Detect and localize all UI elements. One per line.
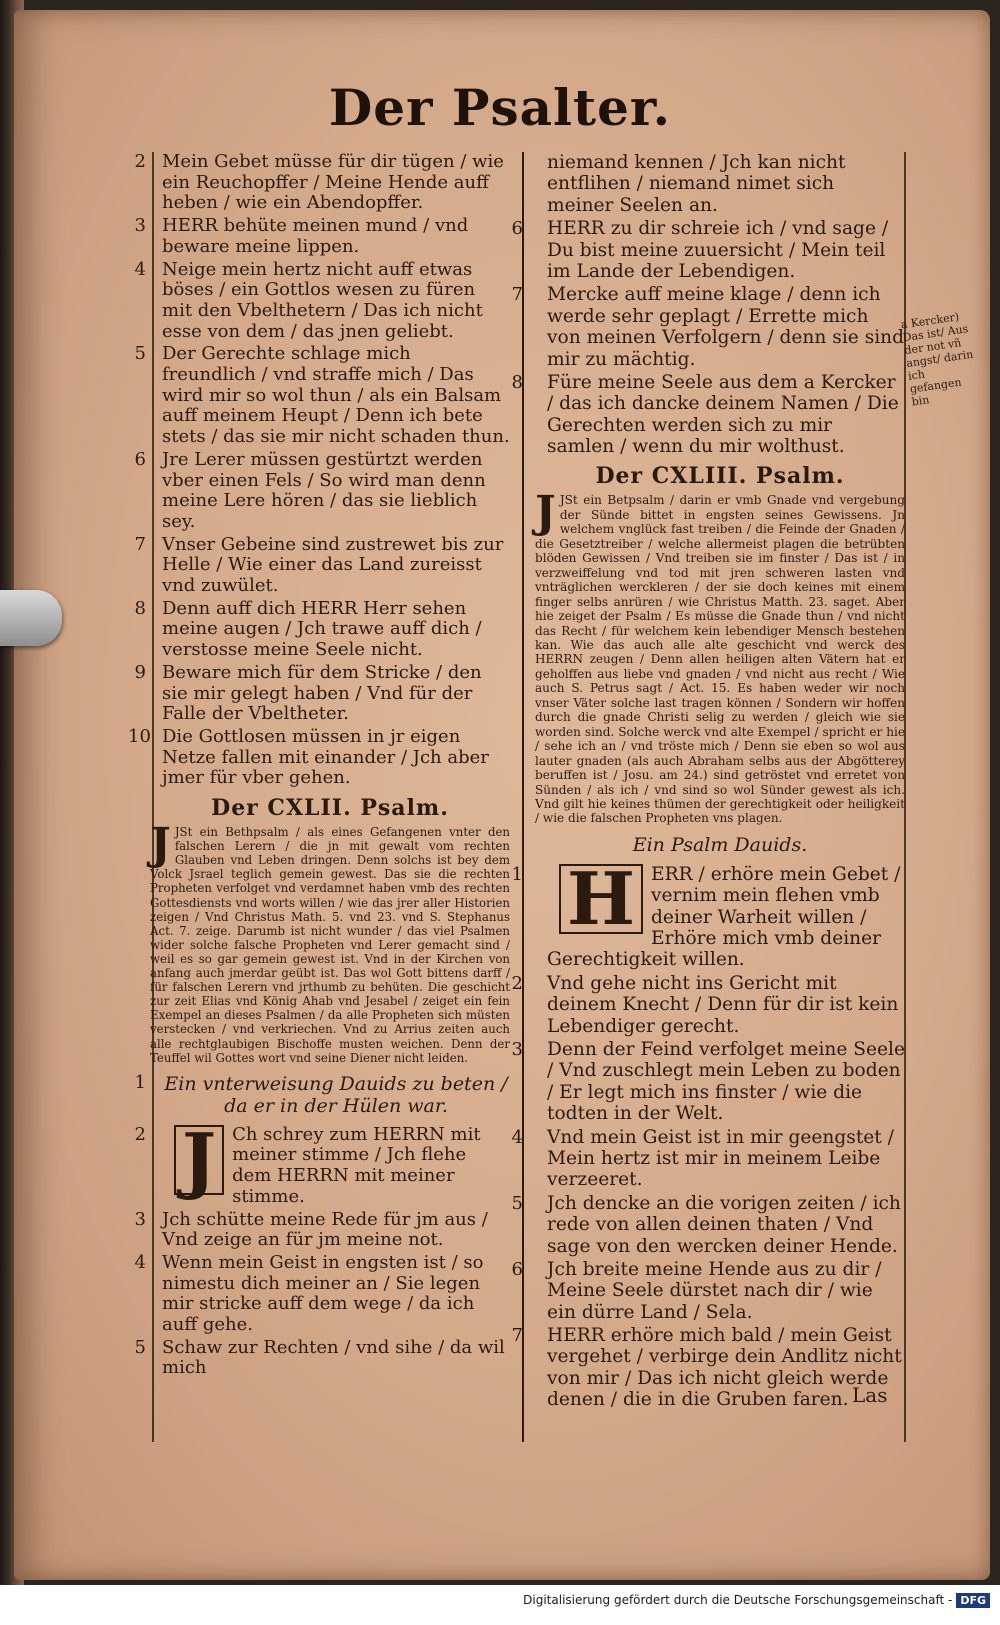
verse bbox=[511, 855, 905, 971]
verse-number: 4 bbox=[134, 258, 146, 280]
verse bbox=[134, 597, 510, 661]
verse-text: Mein Gebet müsse für dir tügen / wie ein Reuchopffer / Meine Hende auff heben / wie ein Abendopffer. bbox=[162, 151, 504, 214]
right-column bbox=[511, 152, 905, 1413]
verse bbox=[511, 1039, 905, 1125]
verse bbox=[134, 343, 510, 448]
verse-text: Jch dencke an die vorigen zeiten / ich rede von allen deinen thaten / Vnd sage von den wercken deiner Hende. bbox=[547, 1192, 901, 1257]
verse-number: 2 bbox=[134, 1123, 146, 1145]
psalm-142-verses-continued bbox=[511, 152, 905, 458]
verse bbox=[128, 725, 510, 789]
verse-number: 5 bbox=[134, 1336, 146, 1358]
verse-number: 7 bbox=[134, 533, 146, 555]
verse bbox=[134, 215, 510, 257]
verse-text: Vnd mein Geist ist in mir geengstet / Mein hertz ist mir in meinem Leibe verzeeret. bbox=[547, 1126, 894, 1191]
verse-text: Die Gottlosen müssen in jr eigen Netze fallen mit einander / Jch aber jmer für vber gehen. bbox=[162, 725, 489, 789]
verse bbox=[134, 1208, 510, 1251]
verse-number: 4 bbox=[511, 1126, 523, 1148]
verse bbox=[134, 533, 510, 597]
footer-text: Digitalisierung gefördert durch die Deutsche Forschungsgemeinschaft - bbox=[523, 1593, 953, 1607]
psalm-143-verses bbox=[511, 855, 905, 1411]
verse bbox=[511, 218, 905, 282]
verse-text: HERR zu dir schreie ich / vnd sage / Du bist meine zuuersicht / Mein teil im Lande der Lebendigen. bbox=[547, 218, 889, 282]
verse-text: Wenn mein Geist in engsten ist / so nimestu dich meiner an / Sie legen mir stricke auff dem wege / da ich auff gehe. bbox=[162, 1251, 484, 1336]
running-title: Der Psalter. bbox=[328, 78, 672, 137]
verse-number: 1 bbox=[511, 863, 523, 885]
catchword: Las bbox=[852, 1383, 888, 1407]
verse bbox=[511, 371, 905, 458]
verse-number: 3 bbox=[134, 215, 146, 237]
verse bbox=[134, 1251, 510, 1336]
verse-text: ERR / erhöre mein Gebet / vernim mein flehen vmb deiner Warheit willen / Erhöre mich vmb deiner Gerechtigkeit willen. bbox=[547, 863, 901, 971]
verse-text: HERR erhöre mich bald / mein Geist vergehet / verbirge dein Andlitz nicht von mir / Das ich nicht gleich werde denen / die in die Gruben faren. bbox=[547, 1325, 902, 1411]
verse bbox=[511, 972, 905, 1037]
verse bbox=[511, 1192, 905, 1257]
verse-number: 3 bbox=[134, 1208, 146, 1230]
decorated-initial: H bbox=[559, 864, 643, 934]
margin-note: a Kercker) Das ist/ Aus der not vñ angst/ darin ich gefangen bin bbox=[900, 310, 975, 409]
decorated-initial: J bbox=[174, 1125, 224, 1195]
verse-text: niemand kennen / Jch kan nicht entflihen / niemand nimet sich meiner Seelen an. bbox=[547, 152, 846, 216]
verse-number: 2 bbox=[134, 151, 146, 172]
argument-initial: J bbox=[150, 819, 171, 871]
psalm-142-verses bbox=[134, 1116, 510, 1379]
verse bbox=[134, 661, 510, 725]
verse-text: Mercke auff meine klage / denn ich werde sehr geplagt / Errette mich von meinen Verfolgern / denn sie sind mir zu mächtig. bbox=[547, 284, 905, 370]
argument-initial: J bbox=[535, 487, 556, 539]
left-column bbox=[128, 151, 510, 1381]
psalm-143-argument-text: JSt ein Betpsalm / darin er vmb Gnade vnd vergebung der Sünde bittet in engsten seines Gewissens. Jn welchem vnglück fast treiben / die Feinde der Gnaden / die Gesetztreiber / welche allermeist plagen die betrübten blöden Gewissen / Vnd treiben sie im finster / Das ist / in verzweiffelung vnd tod mit jren schweren lasten vnd vnträglichen werckleren / der sie doch keines mit einem finger selbs anrüren / wie Christus Matth. 23. saget. Aber hie zeiget der Psalm / Es müsse die Gnade thun / vnd nicht das Recht / für welchem kein lebendiger Mensch bestehen kan. Wie das auch alle alte geschicht vnd werck des HERRN zeugen / Denn allen heiligen alten Vätern hat er geholffen aus liebe vnd gnaden / vnd nicht aus recht / Wie auch S. Petrus sagt / Act. 15. Es haben weder wir noch vnser Väter solche last tragen können / Sondern wir hoffen durch die gnade Christi selig zu werden / gleich wie sie worden sind. Solche werck vnd alte Exempel / spricht er hie / sehe ich an / vnd tröste mich / Denn sie eben so wol aus lauter gnaden (als auch Abraham selbs aus der Abgötterey beruffen ist / Josu. am 24.) sind getröstet vnd erretet von Sünden / als ich / vnd sind so wol Sünder gewest als ich. Vnd gilt hie keines thümen der gerechtigkeit oder heiligkeit / wie die falschen Propheten vns plagen. bbox=[535, 493, 905, 826]
psalm-143-title: Ein Psalm Dauids. bbox=[632, 833, 808, 856]
verse bbox=[134, 448, 510, 533]
psalm-143-argument bbox=[535, 487, 905, 826]
psalm-142-heading: Der CXLII. Psalm. bbox=[211, 795, 449, 822]
psalm-142-argument bbox=[150, 819, 510, 1065]
verse bbox=[134, 1116, 510, 1208]
verse-text: Jch breite meine Hende aus zu dir / Meine Seele dürstet nach dir / wie ein dürre Land / Sela. bbox=[547, 1258, 882, 1323]
verse bbox=[511, 1258, 905, 1323]
psalm-142-title: Ein vnterweisung Dauids zu beten / da er in der Hülen war. bbox=[164, 1072, 508, 1117]
verse-number: 7 bbox=[511, 1325, 523, 1347]
verse-text: Denn der Feind verfolget meine Seele / Vnd zuschlegt mein Leben zu boden / Er legt mich ins finster / wie die todten in der Welt. bbox=[547, 1039, 905, 1125]
verse-number: 1 bbox=[134, 1071, 146, 1093]
verse-number: 9 bbox=[134, 661, 146, 683]
psalm-142-title-block bbox=[134, 1071, 510, 1117]
verse-text: Schaw zur Rechten / vnd sihe / da wil mich bbox=[162, 1336, 505, 1379]
page-clip bbox=[0, 590, 62, 646]
verse-number: 10 bbox=[128, 725, 151, 747]
footer bbox=[0, 1593, 990, 1617]
verse-text: Denn auff dich HERR Herr sehen meine augen / Jch trawe auff dich / verstosse meine Seele nicht. bbox=[162, 597, 482, 661]
verse-number: 8 bbox=[511, 371, 523, 393]
psalm-143-heading: Der CXLIII. Psalm. bbox=[595, 463, 845, 490]
verse-number: 5 bbox=[134, 343, 146, 365]
verse-number: 7 bbox=[511, 284, 523, 306]
verse-text: Jch schütte meine Rede für jm aus / Vnd zeige an für jm meine not. bbox=[162, 1208, 488, 1251]
verse-text: HERR behüte meinen mund / vnd beware meine lippen. bbox=[162, 215, 469, 257]
verse-number: 4 bbox=[134, 1251, 146, 1273]
verse bbox=[134, 1336, 510, 1379]
verse-text: Neige mein hertz nicht auff etwas böses / ein Gottlos wesen zu füren mit den Vbelthetern / Das ich nicht esse von dem / das jnen geliebt. bbox=[162, 258, 483, 342]
verse-text: Beware mich für dem Stricke / den sie mir gelegt haben / Vnd für der Falle der Vbeltheter. bbox=[162, 661, 482, 725]
verse-number: 5 bbox=[511, 1192, 523, 1214]
verse-text: Vnd gehe nicht ins Gericht mit deinem Knecht / Denn für dir ist kein Lebendiger gerecht. bbox=[547, 972, 899, 1037]
verse-number: 2 bbox=[511, 972, 523, 994]
verse-number: 6 bbox=[511, 218, 523, 240]
verse-text: Füre meine Seele aus dem a Kercker / das ich dancke deinem Namen / Die Gerechten werden sich zu mir samlen / wenn du mir wolthust. bbox=[547, 371, 899, 458]
verse-number: 8 bbox=[134, 597, 146, 619]
verse bbox=[134, 258, 510, 343]
verse bbox=[535, 152, 905, 216]
column-rule-center bbox=[522, 152, 524, 1442]
verse-text: Vnser Gebeine sind zustrewet bis zur Helle / Wie einer das Land zureisst vnd zuwület. bbox=[162, 533, 504, 597]
verse-number: 3 bbox=[511, 1039, 523, 1061]
verse bbox=[511, 1126, 905, 1191]
dfg-logo: DFG bbox=[956, 1593, 990, 1608]
psalm-141-verses bbox=[128, 151, 510, 789]
verse-text: Der Gerechte schlage mich freundlich / vnd straffe mich / Das wird mir so wol thun / als ein Balsam auff meinem Heupt / Denn ich bete stets / das sie mir nicht schaden thun. bbox=[162, 343, 510, 448]
verse-number: 6 bbox=[134, 448, 146, 470]
psalm-142-argument-text: JSt ein Bethpsalm / als eines Gefangenen vnter den falschen Lerern / die jn mit gewalt vom rechten Glauben vnd Leben dringen. Denn solchs ist bey dem Volck Jsrael teglich gemein gewest. Das sie die rechten Propheten verfolget vnd verdamnet haben vmb des rechten Gottesdiensts vnd worts willen / wie das jrer aller Historien zeigen / Vnd Christus Math. 5. vnd 23. vnd S. Stephanus Act. 7. zeige. Darumb ist nicht wunder / das viel Psalmen wider solche falsche Propheten vnd Lerer gemacht sind / weil es so gar gemein gewest ist. Vnd in der Kirchen von anfang auch jmerdar geübt ist. Das wol Gott bittens darff / für falschen Lerern vnd jrthumb zu behüten. Die geschicht zur zeit Elias vnd König Ahab vnd Jesabel / zeiget ein fein Exempel an dieses Psalmen / da alle Propheten sich müsten verstecken / vnd verkriechen. Vnd zu Arrius zeiten auch alle rechtglaubigen Bischoffe musten weichen. Denn der Teuffel wil Gottes wort vnd seine Diener nicht leiden. bbox=[150, 825, 510, 1065]
verse-text: Jre Lerer müssen gestürtzt werden vber einen Fels / So wird man denn meine Lere hören / das sie lieblich sey. bbox=[162, 448, 486, 532]
verse bbox=[511, 284, 905, 370]
verse bbox=[511, 1325, 905, 1411]
verse-number: 6 bbox=[511, 1258, 523, 1280]
verse-text: Ch schrey zum HERRN mit meiner stimme / Jch flehe dem HERRN mit meiner stimme. bbox=[232, 1123, 481, 1207]
verse bbox=[134, 151, 510, 214]
